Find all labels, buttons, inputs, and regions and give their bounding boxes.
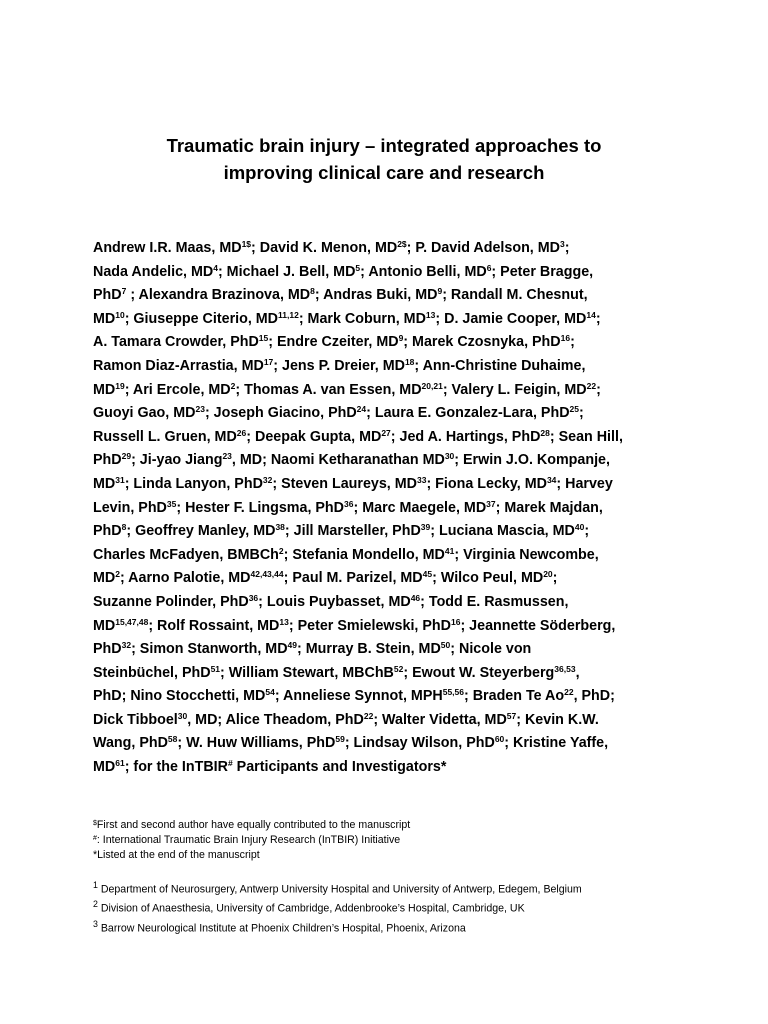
text-run: ; Jeannette Söderberg,	[460, 617, 616, 634]
superscript: 50	[440, 640, 451, 651]
superscript: 45	[422, 569, 433, 580]
text-run: PhD	[93, 452, 122, 469]
text-run: ; Valery L. Feigin, MD	[442, 381, 587, 398]
text-run: , PhD;	[573, 688, 615, 705]
text-run: ; David K. Menon, MD	[251, 240, 398, 256]
superscript: 29	[121, 451, 132, 462]
text-run: Guoyi Gao, MD	[93, 405, 196, 422]
author-line	[93, 237, 683, 261]
superscript: 8	[121, 522, 127, 533]
author-line	[93, 756, 683, 780]
text-run: ; Jill Marsteller, PhD	[284, 523, 421, 540]
affiliation-line	[93, 897, 713, 916]
text-run: ; Deepak Gupta, MD	[246, 428, 382, 445]
author-line	[93, 473, 683, 497]
superscript: 1$	[241, 239, 252, 249]
text-run: ; Wilco Peul, MD	[432, 570, 544, 587]
text-run: ; Virginia Newcombe,	[454, 546, 599, 563]
superscript: 2	[278, 545, 284, 556]
paper-title	[60, 132, 708, 186]
text-run: ; Todd E. Rasmussen,	[420, 593, 569, 610]
text-run: ;	[552, 570, 558, 587]
text-run: ; William Stewart, MBChB	[220, 664, 394, 681]
superscript: 7	[121, 286, 127, 297]
text-run: ;	[564, 240, 570, 256]
superscript: 27	[381, 427, 391, 438]
superscript: 52	[393, 663, 404, 674]
text-run: ; Stefania Mondello, MD	[283, 546, 445, 563]
text-run: ; Marek Majdan,	[495, 499, 603, 516]
superscript: 2	[115, 569, 120, 580]
superscript: 24	[356, 404, 367, 415]
text-run: Russell L. Gruen, MD	[93, 428, 237, 445]
author-list	[93, 237, 683, 780]
text-run: ;	[578, 405, 584, 422]
text-run: ;	[570, 334, 575, 351]
superscript: 22	[363, 710, 374, 721]
text-run: PhD	[93, 641, 122, 658]
superscript: 5	[355, 262, 361, 273]
footnote-line	[93, 848, 713, 863]
superscript: 37	[486, 498, 496, 509]
superscript: 30	[177, 710, 188, 721]
superscript: 14	[586, 309, 596, 320]
superscript: 31	[115, 474, 125, 485]
text-run: ; Kristine Yaffe,	[504, 735, 609, 752]
text-run: ; Andras Buki, MD	[314, 287, 438, 304]
author-line	[93, 379, 683, 403]
text-run: Division of Anaesthesia, University of Cambridge, Addenbrooke’s Hospital, Cambridge, UK	[97, 902, 525, 915]
text-run: ;	[596, 381, 601, 398]
superscript: 17	[263, 356, 274, 367]
text-run: PhD	[93, 287, 122, 304]
text-run: First and second author have equally contributed to the manuscript	[96, 819, 411, 831]
text-run: Department of Neurosurgery, Antwerp University Hospital and University of Antwerp, Edegem, Belgium	[97, 883, 582, 896]
text-run: *Listed at the end of the manuscript	[93, 848, 260, 861]
superscript: 25	[569, 404, 579, 415]
superscript: 58	[167, 734, 178, 745]
author-line	[93, 355, 683, 379]
superscript: 40	[574, 522, 585, 533]
text-run: ; Fiona Lecky, MD	[426, 475, 547, 492]
text-run: ; Mark Coburn, MD	[298, 310, 426, 327]
superscript: 9	[398, 333, 404, 344]
superscript: 36	[344, 498, 354, 509]
text-run: ;	[595, 310, 601, 327]
author-line	[93, 331, 683, 355]
superscript: 55,56	[442, 687, 464, 698]
affiliation-line	[93, 878, 713, 897]
text-run: PhD	[93, 523, 122, 540]
superscript: 41	[444, 545, 455, 556]
superscript: 33	[416, 474, 427, 485]
superscript: 20,21	[421, 380, 443, 391]
author-line	[93, 261, 683, 285]
superscript: 26	[236, 427, 247, 438]
text-run: ; W. Huw Williams, PhD	[177, 735, 336, 752]
superscript: 30	[444, 451, 455, 462]
text-run: ; Endre Czeiter, MD	[268, 334, 399, 351]
text-run: Steinbüchel, PhD	[93, 664, 211, 681]
text-run: ; Paul M. Parizel, MD	[283, 570, 423, 587]
text-run: ,	[575, 664, 580, 681]
superscript: 54	[265, 687, 275, 698]
superscript: 2	[93, 899, 98, 910]
superscript: 22	[586, 380, 597, 391]
text-run: ; Hester F. Lingsma, PhD	[176, 499, 344, 516]
text-run: MD	[93, 475, 116, 492]
text-run: MD	[93, 570, 116, 587]
superscript: 13	[425, 309, 436, 320]
text-run: ; Michael J. Bell, MD	[217, 263, 356, 280]
text-run: MD	[93, 381, 116, 398]
text-run: ; Walter Videtta, MD	[373, 711, 507, 728]
text-run: ; Peter Bragge,	[491, 263, 594, 280]
text-run: Suzanne Polinder, PhD	[93, 593, 249, 610]
superscript: #	[227, 758, 233, 769]
superscript: 28	[540, 427, 550, 438]
text-run: ; Marc Maegele, MD	[353, 499, 487, 516]
author-line	[93, 638, 683, 662]
superscript: 32	[262, 474, 273, 485]
footnotes	[93, 818, 713, 862]
author-line	[93, 426, 683, 450]
superscript: 36,53	[554, 663, 576, 674]
superscript: 34	[546, 474, 557, 485]
text-run: ; Murray B. Stein, MD	[297, 641, 441, 658]
superscript: 4	[213, 262, 218, 273]
superscript: 6	[486, 262, 492, 273]
text-run: Nada Andelic, MD	[93, 263, 214, 280]
author-line	[93, 520, 683, 544]
text-run: ; D. Jamie Cooper, MD	[435, 310, 587, 327]
superscript: 32	[121, 640, 132, 651]
title-line-1: Traumatic brain injury – integrated approaches to	[166, 135, 602, 156]
text-run: ; Jed A. Hartings, PhD	[390, 428, 541, 445]
author-line	[93, 685, 683, 709]
footnote-line	[93, 818, 713, 833]
text-run: MD	[93, 759, 116, 776]
text-run: ; Harvey	[556, 475, 613, 492]
text-run: ; Joseph Giacino, PhD	[204, 405, 357, 422]
superscript: 9	[437, 286, 443, 297]
text-run: ; Sean Hill,	[549, 428, 623, 445]
text-run: Levin, PhD	[93, 499, 167, 516]
text-run: Andrew I.R. Maas, MD	[93, 240, 242, 256]
superscript: 23	[195, 404, 205, 415]
text-run: Barrow Neurological Institute at Phoenix Children’s Hospital, Phoenix, Arizona	[97, 922, 466, 935]
author-line	[93, 732, 683, 756]
text-run: ; Peter Smielewski, PhD	[288, 617, 451, 634]
title-line-2: improving clinical care and research	[223, 162, 545, 183]
superscript: 38	[275, 522, 285, 533]
superscript: 42,43,44	[250, 569, 284, 580]
text-run: PhD; Nino Stocchetti, MD	[93, 688, 266, 705]
superscript: 2	[230, 380, 236, 391]
text-run: Charles McFadyen, BMBCh	[93, 546, 279, 563]
superscript: 13	[279, 616, 289, 627]
text-run: ; Jens P. Dreier, MD	[273, 357, 405, 374]
superscript: 16	[560, 333, 571, 344]
text-run: ; Giuseppe Citerio, MD	[124, 310, 279, 327]
text-run: : International Traumatic Brain Injury Research (InTBIR) Initiative	[96, 833, 401, 846]
superscript: 22	[564, 687, 574, 698]
superscript: 36	[248, 592, 259, 603]
text-run: ; Alexandra Brazinova, MD	[126, 287, 311, 304]
superscript: 60	[494, 734, 505, 745]
text-run: Ramon Diaz-Arrastia, MD	[93, 357, 264, 374]
superscript: #	[93, 834, 97, 842]
text-run: ; Laura E. Gonzalez-Lara, PhD	[366, 405, 570, 422]
superscript: 15	[258, 333, 269, 344]
text-run: ; P. David Adelson, MD	[406, 240, 560, 256]
superscript: 23	[222, 451, 232, 462]
superscript: 49	[287, 640, 298, 651]
superscript: 46	[410, 592, 421, 603]
text-run: MD	[93, 617, 116, 634]
author-line	[93, 709, 683, 733]
text-run: ; Ann-Christine Duhaime,	[414, 357, 586, 374]
superscript: 61	[115, 758, 125, 769]
author-line	[93, 497, 683, 521]
superscript: 18	[404, 356, 415, 367]
text-run: ; Steven Laureys, MD	[272, 475, 417, 492]
text-run: , MD; Alice Theadom, PhD	[187, 711, 364, 728]
text-run: ; Rolf Rossaint, MD	[148, 617, 280, 634]
superscript: 16	[450, 616, 461, 627]
footnote-line	[93, 833, 713, 848]
affiliations	[93, 878, 713, 936]
text-run: ; Ji-yao Jiang	[131, 452, 223, 469]
author-line	[93, 544, 683, 568]
text-run: ; Ari Ercole, MD	[124, 381, 231, 398]
text-run: ; Geoffrey Manley, MD	[126, 523, 276, 540]
text-run: ; for the InTBIR	[124, 759, 228, 776]
superscript: 11,12	[278, 309, 299, 320]
text-run: ; Nicole von	[450, 641, 532, 658]
superscript: 39	[420, 522, 431, 533]
text-run: , MD; Naomi Ketharanathan MD	[231, 452, 445, 469]
text-run: ; Anneliese Synnot, MPH	[274, 688, 443, 705]
superscript: 15,47,48	[115, 616, 149, 627]
author-line	[93, 402, 683, 426]
superscript: 8	[310, 286, 315, 297]
text-run: Participants and Investigators*	[232, 759, 447, 776]
superscript: 2$	[397, 239, 407, 249]
author-line	[93, 662, 683, 686]
text-run: ; Aarno Palotie, MD	[119, 570, 251, 587]
superscript: $	[93, 820, 97, 827]
text-run: ; Kevin K.W.	[516, 711, 599, 728]
superscript: 3	[559, 239, 565, 249]
author-line	[93, 284, 683, 308]
text-run: A. Tamara Crowder, PhD	[93, 334, 259, 351]
author-line	[93, 591, 683, 615]
superscript: 3	[93, 918, 98, 929]
text-run: Wang, PhD	[93, 735, 168, 752]
text-run: ; Braden Te Ao	[464, 688, 565, 705]
superscript: 35	[166, 498, 177, 509]
superscript: 1	[93, 880, 98, 890]
text-run: ; Luciana Mascia, MD	[430, 523, 575, 540]
superscript: 51	[210, 663, 221, 674]
author-line	[93, 308, 683, 332]
affiliation-line	[93, 917, 713, 936]
superscript: 59	[335, 734, 345, 745]
text-run: ; Randall M. Chesnut,	[442, 287, 588, 304]
author-line	[93, 449, 683, 473]
text-run: ; Louis Puybasset, MD	[258, 593, 411, 610]
text-run: MD	[93, 310, 116, 327]
author-line	[93, 615, 683, 639]
text-run: ;	[584, 523, 590, 540]
text-run: Dick Tibboel	[93, 711, 178, 728]
text-run: ; Simon Stanworth, MD	[131, 641, 288, 658]
superscript: 20	[543, 569, 553, 580]
text-run: ; Ewout W. Steyerberg	[403, 664, 555, 681]
text-run: ; Erwin J.O. Kompanje,	[454, 452, 610, 469]
text-run: ; Antonio Belli, MD	[360, 263, 487, 280]
text-run: ; Linda Lanyon, PhD	[124, 475, 263, 492]
text-run: ; Thomas A. van Essen, MD	[235, 381, 422, 398]
text-run: ; Lindsay Wilson, PhD	[344, 735, 495, 752]
superscript: 10	[115, 309, 125, 320]
superscript: 19	[115, 380, 125, 391]
author-line	[93, 567, 683, 591]
text-run: ; Marek Czosnyka, PhD	[403, 334, 561, 351]
superscript: 57	[506, 710, 517, 721]
